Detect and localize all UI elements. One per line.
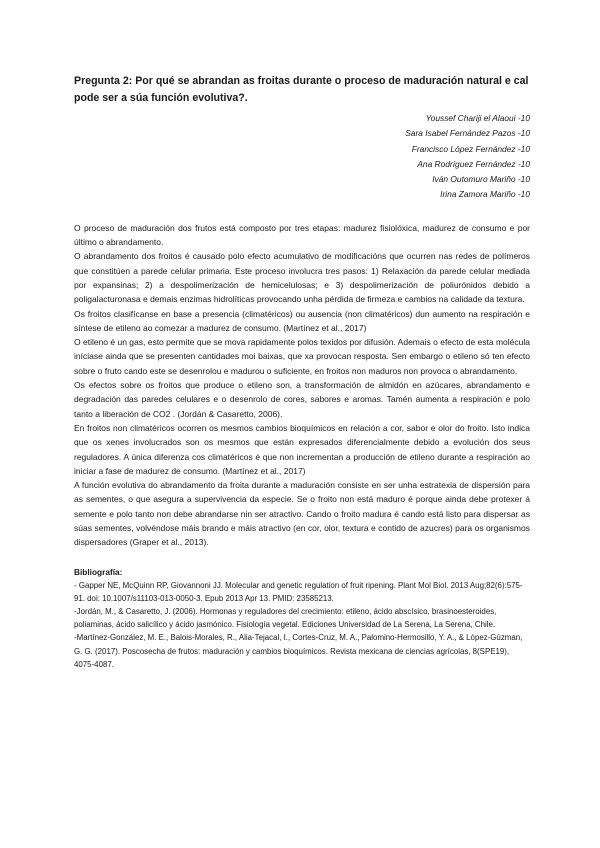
- body-paragraph: A función evolutiva do abrandamento da froita durante a maduración consiste en ser unha estratexia de dispersión para as sementes, o que asegura a supervivencia da especie. Se o froito non está maduro é porque ainda debe protexer á semente e polo tanto non debe abrandarse nin ser atractivo. Cando o froito madura é cando está listo para dispersar as súas sementes, volvéndose máis brando e máis atractivo (en cor, olor, textura e contido de azucres) para os organismos dispersadores (Graper et al., 2013).: [74, 480, 530, 548]
- author-line: Iván Outomuro Mariño -10: [432, 174, 530, 185]
- author-line: Irina Zamora Mariño -10: [440, 189, 530, 200]
- body-paragraph: O abrandamento dos froitos é causado polo efecto acumulativo de modificacións que ocurren nas redes de polímeros que constitúen a parede celular primaria. Este proceso involucra tres pasos: 1) Relaxación da parede celular mediada por expansinas; 2) a despolimerización de hemicelulosas; e 3) despolimerización de poliurónidos debido a poligalacturonasa e demais enzimas hidrolíticas provocando unha pérdida de firmeza e cambios na calidade da textura.: [74, 251, 530, 305]
- bibliography-entry: - Gapper NE, McQuinn RP, Giovannoni JJ. Molecular and genetic regulation of fruit ripening. Plant Mol Biol. 2013 Aug;82(6):575-91. doi: 10.1007/s11103-013-0050-3. Epub 2013 Apr 13. PMID: 23585213.: [74, 580, 523, 603]
- author-line: Sara Isabel Fernández Pazos -10: [405, 128, 530, 139]
- bibliography-entry: -Martínez-González, M. E., Balois-Morales, R., Alia-Tejacal, I., Cortes-Cruz, M. A., Palomino-Hermosillo, Y. A., & López-Gúzman, G. G. (2017). Poscosecha de frutos: maduración y cambios bioquímicos. Revista mexicana de ciencias agrícolas, 8(SPE19), 4075-4087.: [74, 633, 523, 669]
- author-list: [74, 111, 530, 203]
- bibliography-entry: -Jordán, M., & Casaretto, J. (2006). Hormonas y reguladores del crecimiento: etileno, ácido abscísico, brasinoesteroides, poliaminas, ácido salicílico y ácido jasmónico. Fisiología vegetal. Ediciones Universidad de La Serena, La Serena, Chile.: [74, 607, 497, 630]
- body-paragraph: Os froitos clasifícanse en base a presencia (climatéricos) ou ausencia (non climatéricos) dun aumento na respiración e síntese de etileno ao comezar a madurez de consumo. (Martínez et al., 2017): [74, 308, 530, 333]
- bibliography-list: [74, 579, 530, 671]
- bibliography-heading: Bibliografía:: [74, 566, 123, 577]
- author-line: Youssef Chariji el Alaoui -10: [425, 113, 530, 123]
- body-paragraph: O etileno é un gas, esto permite que se mova rapidamente polos texidos por difusión. Ademais o efecto de esta molécula iníciase ainda que se presenten cantidades moi baixas, que xa provocan resposta. Sen embargo o etileno só ten efecto sobre o fruto cando este se desenrolou e madurou o suficiente, en froitos non maduros non provoca o abrandamento.: [74, 337, 530, 376]
- author-line: Francisco López Fernández -10: [411, 143, 530, 154]
- page-title: Pregunta 2: Por qué se abrandan as froitas durante o proceso de maduración natural e cal pode ser a súa función evolutiva?.: [74, 75, 529, 104]
- body-text: [74, 221, 530, 550]
- body-paragraph: O proceso de maduración dos frutos está composto por tres etapas: madurez fisiolóxica, madurez de consumo e por último o abrandamento.: [74, 222, 530, 248]
- author-line: Ana Rodríguez Fernández -10: [417, 158, 530, 169]
- body-paragraph: Os efectos sobre os froitos que produce o etileno son, a transformación de almidón en azúcares, abrandamento e degradación das paredes celulares e o desenrolo de cores, sabores e aromas. Tamén aumenta a respiración e polo tanto a liberación de CO2 . (Jordán & Casaretto, 2006).: [74, 380, 530, 419]
- body-paragraph: En froitos non climatéricos ocorren os mesmos cambios bioquímicos en relación a cor, sabor e olor do froito. Isto indica que os xenes involucrados son os mesmos que están expresados diferencialmente debido a evolución dos seus reguladores. A única diferenza cos climatéricos é que non incrementan a producción de etileno durante a respiración ao iniciar a fase de madurez de consumo. (Martínez et al., 2017): [74, 422, 530, 476]
